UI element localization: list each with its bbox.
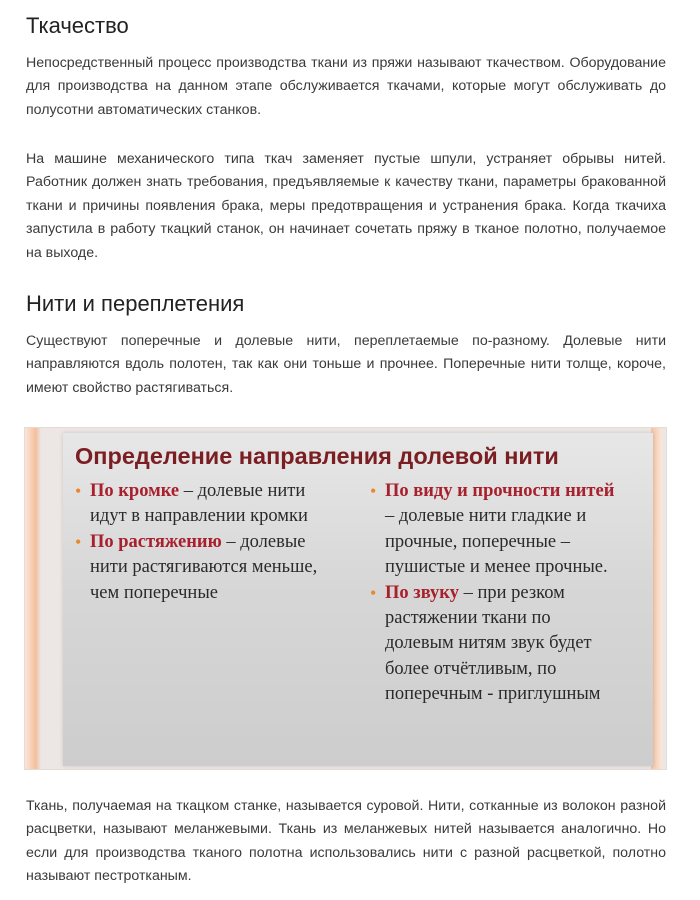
paragraph-threads: Существуют поперечные и долевые нити, переплетаемые по-разному. Долевые нити направляются вдоль полотен, так как они тоньше и прочнее. Поперечные нити толще, короче, имеют свойство растягиваться.: [26, 333, 666, 396]
paragraph-weaving-intro: Непосредственный процесс производства ткани из пряжи называют ткачеством. Оборудование для производства на данном этапе обслуживается ткачами, которые могут обслуживать до полусотни автоматических станков.: [26, 55, 666, 118]
slide-item-look: [370, 479, 615, 581]
item-text: – долевые нити гладкие и прочные, поперечные – пушистые и менее прочные.: [385, 506, 608, 578]
bullet-icon: •: [370, 481, 377, 501]
bullet-icon: •: [370, 582, 377, 603]
heading-weaving: Ткачество: [26, 13, 129, 38]
slide-item-edge: [75, 479, 340, 530]
paragraph-weaver-duties: На машине механического типа ткач заменяет пустые шпули, устраняет обрывы нитей. Работник должен знать требования, предъявляемые к качеству ткани, параметры бракованной ткани и причины появления брака, меры предотвращения и устранения брака. Когда ткачиха запустила в работу ткацкий станок, он начинает сочетать пряжу в тканое полотно, получаемое на выходе.: [26, 151, 666, 261]
item-text: – при резком растяжении ткани по долевым нитям звук будет более отчётливым, по поперечным - приглушным: [385, 582, 601, 705]
item-text: – долевые нити идут в направлении кромки: [90, 481, 308, 527]
slide-column-right: [370, 479, 615, 708]
slide-item-stretch: [75, 530, 340, 606]
slide-column-left: [75, 479, 340, 606]
paragraph-fabric-types: Ткань, получаемая на ткацком станке, называется суровой. Нити, сотканные из волокон разной расцветки, называют меланжевыми. Ткань из меланжевых нитей называется аналогично. Но если для производства тканого полотна использовались нити с разной расцветкой, полотно называют пестротканым.: [26, 798, 666, 885]
bullet-icon: •: [75, 481, 82, 501]
bullet-icon: •: [75, 531, 82, 552]
item-label: По звуку: [385, 582, 459, 603]
heading-threads: Нити и переплетения: [26, 291, 245, 316]
item-text: – долевые нити растягиваются меньше, чем поперечные: [90, 531, 318, 603]
item-label: По растяжению: [90, 531, 222, 552]
slide-title: Определение направления долевой нити: [75, 443, 559, 469]
slide-item-sound: [370, 581, 615, 708]
item-label: По кромке: [90, 481, 180, 501]
item-label: По виду и прочности нитей: [385, 481, 615, 501]
slide-image: [24, 427, 667, 770]
